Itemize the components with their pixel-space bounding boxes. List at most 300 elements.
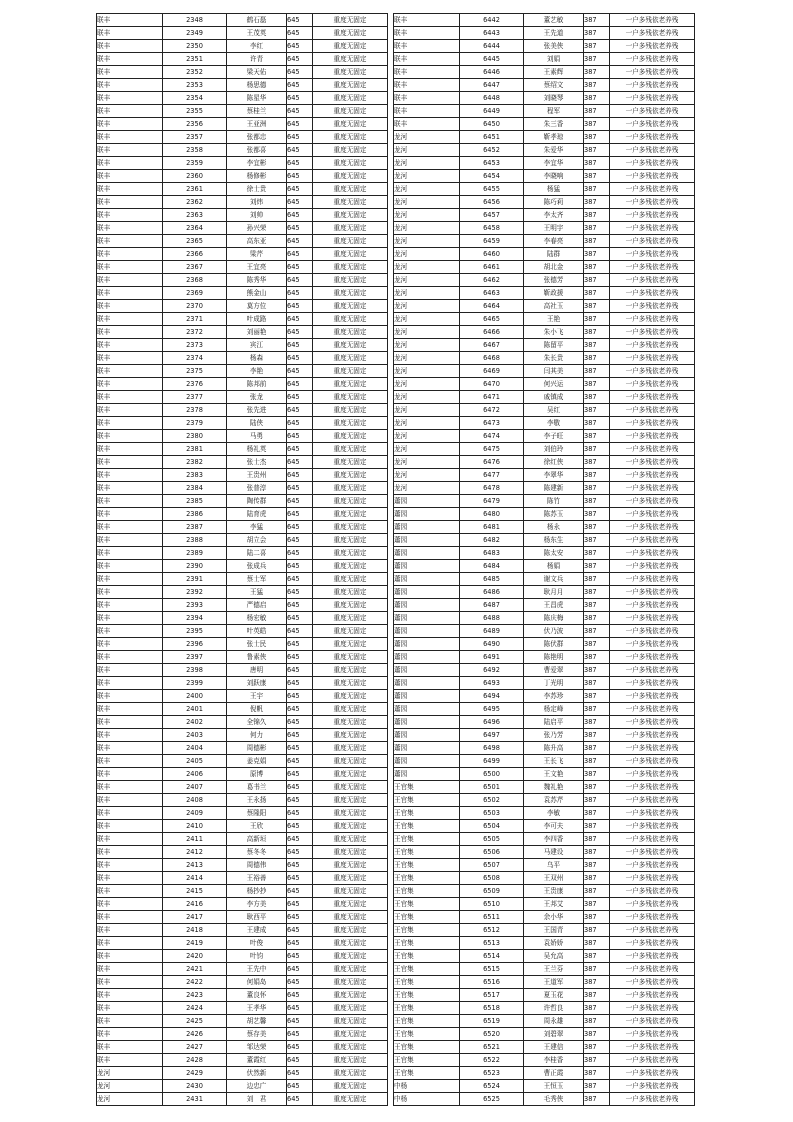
town-cell: 联丰 — [97, 274, 163, 287]
amount-cell: 387 — [584, 1067, 610, 1080]
amount-cell: 387 — [584, 1002, 610, 1015]
name-cell: 王兰芬 — [524, 963, 584, 976]
town-cell: 联丰 — [97, 521, 163, 534]
amount-cell: 387 — [584, 222, 610, 235]
town-cell: 联丰 — [97, 781, 163, 794]
serial-cell: 2425 — [163, 1015, 227, 1028]
amount-cell: 645 — [287, 859, 313, 872]
name-cell: 王孝华 — [227, 1002, 287, 1015]
town-cell: 龙河 — [394, 261, 460, 274]
town-cell: 联丰 — [97, 508, 163, 521]
table-row — [394, 235, 695, 248]
town-cell: 联丰 — [97, 92, 163, 105]
amount-cell: 387 — [584, 313, 610, 326]
amount-cell: 387 — [584, 625, 610, 638]
town-cell: 王官集 — [394, 1054, 460, 1067]
town-cell: 蕭园 — [394, 521, 460, 534]
town-cell: 联丰 — [97, 404, 163, 417]
serial-cell: 2404 — [163, 742, 227, 755]
amount-cell: 645 — [287, 638, 313, 651]
name-cell: 毛秀侠 — [524, 1093, 584, 1106]
name-cell: 胡北金 — [524, 261, 584, 274]
name-cell: 王双州 — [524, 872, 584, 885]
name-cell: 朱三香 — [524, 118, 584, 131]
town-cell: 联丰 — [97, 1054, 163, 1067]
serial-cell: 6505 — [460, 833, 524, 846]
category-cell: 一户多残依老养残 — [610, 690, 695, 703]
category-cell: 一户多残依老养残 — [610, 560, 695, 573]
amount-cell: 645 — [287, 456, 313, 469]
serial-cell: 6497 — [460, 729, 524, 742]
name-cell: 宾江 — [227, 339, 287, 352]
town-cell: 联丰 — [97, 859, 163, 872]
serial-cell: 6507 — [460, 859, 524, 872]
name-cell: 闫其美 — [524, 365, 584, 378]
town-cell: 龙河 — [394, 469, 460, 482]
category-cell: 一户多残依老养残 — [610, 1028, 695, 1041]
name-cell: 刘 君 — [227, 1093, 287, 1106]
serial-cell: 6479 — [460, 495, 524, 508]
table-row — [97, 664, 388, 677]
serial-cell: 6506 — [460, 846, 524, 859]
table-row — [97, 339, 388, 352]
town-cell: 联丰 — [97, 1041, 163, 1054]
roster-body-right — [394, 14, 695, 1106]
town-cell: 联丰 — [97, 716, 163, 729]
serial-cell: 2421 — [163, 963, 227, 976]
amount-cell: 387 — [584, 53, 610, 66]
serial-cell: 6485 — [460, 573, 524, 586]
table-row — [97, 170, 388, 183]
town-cell: 蕭园 — [394, 534, 460, 547]
category-cell: 一户多残依老养残 — [610, 157, 695, 170]
town-cell: 联丰 — [97, 417, 163, 430]
amount-cell: 387 — [584, 586, 610, 599]
town-cell: 蕭园 — [394, 508, 460, 521]
name-cell: 丁光明 — [524, 677, 584, 690]
town-cell: 联丰 — [97, 898, 163, 911]
town-cell: 联丰 — [394, 66, 460, 79]
category-cell: 重度无固定 — [313, 625, 388, 638]
table-row — [97, 131, 388, 144]
category-cell: 重度无固定 — [313, 651, 388, 664]
amount-cell: 645 — [287, 560, 313, 573]
serial-cell: 6454 — [460, 170, 524, 183]
town-cell: 蕭园 — [394, 664, 460, 677]
amount-cell: 645 — [287, 209, 313, 222]
table-row — [394, 508, 695, 521]
name-cell: 李四香 — [524, 833, 584, 846]
name-cell: 王茂英 — [227, 27, 287, 40]
name-cell: 葛书兰 — [227, 781, 287, 794]
table-row — [97, 456, 388, 469]
amount-cell: 645 — [287, 599, 313, 612]
table-row — [394, 391, 695, 404]
name-cell: 伏然新 — [227, 1067, 287, 1080]
name-cell: 高社玉 — [524, 300, 584, 313]
table-row — [394, 66, 695, 79]
category-cell: 重度无固定 — [313, 1015, 388, 1028]
name-cell: 胡立会 — [227, 534, 287, 547]
amount-cell: 645 — [287, 586, 313, 599]
town-cell: 联丰 — [97, 222, 163, 235]
table-row — [394, 352, 695, 365]
name-cell: 李敏 — [524, 807, 584, 820]
table-row — [97, 872, 388, 885]
amount-cell: 387 — [584, 378, 610, 391]
town-cell: 王官集 — [394, 885, 460, 898]
category-cell: 一户多残依老养残 — [610, 66, 695, 79]
category-cell: 重度无固定 — [313, 950, 388, 963]
serial-cell: 2427 — [163, 1041, 227, 1054]
category-cell: 重度无固定 — [313, 53, 388, 66]
name-cell: 吴允高 — [524, 950, 584, 963]
town-cell: 联丰 — [97, 40, 163, 53]
name-cell: 王建成 — [227, 924, 287, 937]
table-row — [97, 79, 388, 92]
town-cell: 联丰 — [97, 742, 163, 755]
serial-cell: 6504 — [460, 820, 524, 833]
table-row — [394, 976, 695, 989]
town-cell: 联丰 — [97, 547, 163, 560]
serial-cell: 2374 — [163, 352, 227, 365]
table-row — [97, 378, 388, 391]
amount-cell: 645 — [287, 950, 313, 963]
serial-cell: 6451 — [460, 131, 524, 144]
category-cell: 重度无固定 — [313, 911, 388, 924]
amount-cell: 645 — [287, 469, 313, 482]
table-row — [97, 781, 388, 794]
category-cell: 一户多残依老养残 — [610, 898, 695, 911]
name-cell: 袁苏芹 — [524, 794, 584, 807]
name-cell: 张美侠 — [524, 40, 584, 53]
serial-cell: 6520 — [460, 1028, 524, 1041]
town-cell: 蕭园 — [394, 651, 460, 664]
category-cell: 重度无固定 — [313, 937, 388, 950]
serial-cell: 6495 — [460, 703, 524, 716]
name-cell: 马建设 — [524, 846, 584, 859]
town-cell: 王官集 — [394, 807, 460, 820]
town-cell: 龙河 — [394, 378, 460, 391]
serial-cell: 6447 — [460, 79, 524, 92]
table-row — [97, 898, 388, 911]
table-row — [394, 144, 695, 157]
amount-cell: 387 — [584, 274, 610, 287]
table-row — [97, 365, 388, 378]
serial-cell: 6487 — [460, 599, 524, 612]
table-row — [394, 625, 695, 638]
name-cell: 杨抄抄 — [227, 885, 287, 898]
serial-cell: 6445 — [460, 53, 524, 66]
town-cell: 联丰 — [97, 443, 163, 456]
serial-cell: 6525 — [460, 1093, 524, 1106]
amount-cell: 645 — [287, 248, 313, 261]
category-cell: 重度无固定 — [313, 157, 388, 170]
serial-cell: 2417 — [163, 911, 227, 924]
town-cell: 蕭园 — [394, 547, 460, 560]
town-cell: 王官集 — [394, 1015, 460, 1028]
category-cell: 重度无固定 — [313, 1002, 388, 1015]
name-cell: 陆侠 — [227, 417, 287, 430]
name-cell: 杨宏敏 — [227, 612, 287, 625]
name-cell: 张士民 — [227, 638, 287, 651]
table-row — [394, 404, 695, 417]
table-row — [394, 820, 695, 833]
serial-cell: 2424 — [163, 1002, 227, 1015]
category-cell: 重度无固定 — [313, 79, 388, 92]
table-row — [97, 794, 388, 807]
serial-cell: 2359 — [163, 157, 227, 170]
category-cell: 重度无固定 — [313, 183, 388, 196]
category-cell: 重度无固定 — [313, 443, 388, 456]
table-row — [97, 625, 388, 638]
serial-cell: 2384 — [163, 482, 227, 495]
name-cell: 何力 — [227, 729, 287, 742]
table-row — [97, 768, 388, 781]
serial-cell: 2402 — [163, 716, 227, 729]
category-cell: 重度无固定 — [313, 430, 388, 443]
town-cell: 联丰 — [97, 677, 163, 690]
serial-cell: 6476 — [460, 456, 524, 469]
table-row — [394, 859, 695, 872]
name-cell: 王邦艾 — [524, 898, 584, 911]
category-cell: 重度无固定 — [313, 664, 388, 677]
amount-cell: 645 — [287, 92, 313, 105]
town-cell: 联丰 — [97, 287, 163, 300]
category-cell: 一户多残依老养残 — [610, 287, 695, 300]
name-cell: 李方美 — [227, 898, 287, 911]
category-cell: 一户多残依老养残 — [610, 742, 695, 755]
town-cell: 王官集 — [394, 963, 460, 976]
town-cell: 联丰 — [97, 326, 163, 339]
serial-cell: 6503 — [460, 807, 524, 820]
name-cell: 曹爱翠 — [524, 664, 584, 677]
town-cell: 联丰 — [97, 235, 163, 248]
category-cell: 一户多残依老养残 — [610, 703, 695, 716]
serial-cell: 6481 — [460, 521, 524, 534]
name-cell: 董良怀 — [227, 989, 287, 1002]
table-row — [394, 196, 695, 209]
town-cell: 联丰 — [97, 586, 163, 599]
category-cell: 重度无固定 — [313, 729, 388, 742]
serial-cell: 2430 — [163, 1080, 227, 1093]
town-cell: 蕭园 — [394, 690, 460, 703]
table-row — [394, 1093, 695, 1106]
category-cell: 重度无固定 — [313, 872, 388, 885]
name-cell: 唐明 — [227, 664, 287, 677]
amount-cell: 387 — [584, 92, 610, 105]
category-cell: 重度无固定 — [313, 989, 388, 1002]
amount-cell: 645 — [287, 547, 313, 560]
serial-cell: 6514 — [460, 950, 524, 963]
category-cell: 重度无固定 — [313, 534, 388, 547]
category-cell: 重度无固定 — [313, 27, 388, 40]
category-cell: 一户多残依老养残 — [610, 261, 695, 274]
table-row — [394, 560, 695, 573]
name-cell: 周永雄 — [524, 1015, 584, 1028]
name-cell: 陆育虎 — [227, 508, 287, 521]
serial-cell: 2383 — [163, 469, 227, 482]
name-cell: 蔡存美 — [227, 1028, 287, 1041]
name-cell: 陆群 — [524, 248, 584, 261]
serial-cell: 6460 — [460, 248, 524, 261]
amount-cell: 645 — [287, 911, 313, 924]
serial-cell: 6496 — [460, 716, 524, 729]
amount-cell: 645 — [287, 326, 313, 339]
name-cell: 王先道 — [524, 27, 584, 40]
name-cell: 陈升高 — [524, 742, 584, 755]
table-row — [394, 612, 695, 625]
serial-cell: 6462 — [460, 274, 524, 287]
category-cell: 重度无固定 — [313, 365, 388, 378]
amount-cell: 645 — [287, 1054, 313, 1067]
name-cell: 邹达荣 — [227, 1041, 287, 1054]
table-row — [97, 911, 388, 924]
town-cell: 龙河 — [394, 482, 460, 495]
name-cell: 徐士贵 — [227, 183, 287, 196]
name-cell: 梁芹 — [227, 248, 287, 261]
name-cell: 王猛 — [227, 586, 287, 599]
serial-cell: 6458 — [460, 222, 524, 235]
town-cell: 王官集 — [394, 898, 460, 911]
table-row — [394, 638, 695, 651]
town-cell: 联丰 — [97, 495, 163, 508]
town-cell: 联丰 — [97, 53, 163, 66]
serial-cell: 6470 — [460, 378, 524, 391]
category-cell: 一户多残依老养残 — [610, 1015, 695, 1028]
serial-cell: 2382 — [163, 456, 227, 469]
category-cell: 一户多残依老养残 — [610, 404, 695, 417]
amount-cell: 645 — [287, 183, 313, 196]
amount-cell: 645 — [287, 287, 313, 300]
name-cell: 边忠广 — [227, 1080, 287, 1093]
town-cell: 联丰 — [97, 963, 163, 976]
serial-cell: 6524 — [460, 1080, 524, 1093]
serial-cell: 2393 — [163, 599, 227, 612]
name-cell: 张士杰 — [227, 456, 287, 469]
name-cell: 马勇 — [227, 430, 287, 443]
table-row — [97, 508, 388, 521]
category-cell: 一户多残依老养残 — [610, 950, 695, 963]
amount-cell: 387 — [584, 1093, 610, 1106]
table-row — [97, 274, 388, 287]
serial-cell: 2356 — [163, 118, 227, 131]
table-row — [394, 573, 695, 586]
amount-cell: 387 — [584, 690, 610, 703]
table-row — [394, 729, 695, 742]
name-cell: 陈秀华 — [227, 274, 287, 287]
town-cell: 龙河 — [394, 144, 460, 157]
amount-cell: 387 — [584, 157, 610, 170]
serial-cell: 6489 — [460, 625, 524, 638]
category-cell: 一户多残依老养残 — [610, 625, 695, 638]
town-cell: 联丰 — [97, 638, 163, 651]
serial-cell: 6508 — [460, 872, 524, 885]
serial-cell: 2426 — [163, 1028, 227, 1041]
category-cell: 重度无固定 — [313, 768, 388, 781]
category-cell: 一户多残依老养残 — [610, 677, 695, 690]
town-cell: 王官集 — [394, 937, 460, 950]
table-row — [97, 118, 388, 131]
category-cell: 重度无固定 — [313, 1093, 388, 1106]
serial-cell: 6493 — [460, 677, 524, 690]
category-cell: 一户多残依老养残 — [610, 79, 695, 92]
table-row — [394, 963, 695, 976]
name-cell: 李子旺 — [524, 430, 584, 443]
amount-cell: 387 — [584, 950, 610, 963]
category-cell: 一户多残依老养残 — [610, 508, 695, 521]
serial-cell: 2399 — [163, 677, 227, 690]
serial-cell: 6521 — [460, 1041, 524, 1054]
amount-cell: 645 — [287, 729, 313, 742]
serial-cell: 2362 — [163, 196, 227, 209]
category-cell: 重度无固定 — [313, 781, 388, 794]
name-cell: 杨礼英 — [227, 443, 287, 456]
amount-cell: 645 — [287, 521, 313, 534]
amount-cell: 387 — [584, 846, 610, 859]
town-cell: 蕭园 — [394, 625, 460, 638]
name-cell: 王欣 — [227, 820, 287, 833]
name-cell: 叶钧 — [227, 950, 287, 963]
town-cell: 蕭园 — [394, 742, 460, 755]
amount-cell: 387 — [584, 1041, 610, 1054]
amount-cell: 387 — [584, 235, 610, 248]
category-cell: 重度无固定 — [313, 976, 388, 989]
category-cell: 重度无固定 — [313, 521, 388, 534]
table-row — [97, 755, 388, 768]
serial-cell: 2411 — [163, 833, 227, 846]
name-cell: 陈星华 — [227, 92, 287, 105]
serial-cell: 2371 — [163, 313, 227, 326]
serial-cell: 2351 — [163, 53, 227, 66]
serial-cell: 2415 — [163, 885, 227, 898]
amount-cell: 387 — [584, 1015, 610, 1028]
category-cell: 重度无固定 — [313, 196, 388, 209]
name-cell: 许青 — [227, 53, 287, 66]
name-cell: 余小华 — [524, 911, 584, 924]
amount-cell: 387 — [584, 508, 610, 521]
category-cell: 一户多残依老养残 — [610, 573, 695, 586]
table-row — [97, 690, 388, 703]
category-cell: 一户多残依老养残 — [610, 326, 695, 339]
category-cell: 一户多残依老养残 — [610, 53, 695, 66]
amount-cell: 387 — [584, 612, 610, 625]
name-cell: 王贵州 — [227, 469, 287, 482]
category-cell: 重度无固定 — [313, 339, 388, 352]
category-cell: 一户多残依老养残 — [610, 131, 695, 144]
amount-cell: 645 — [287, 495, 313, 508]
table-row — [97, 651, 388, 664]
table-row — [97, 937, 388, 950]
serial-cell: 2366 — [163, 248, 227, 261]
amount-cell: 387 — [584, 521, 610, 534]
town-cell: 联丰 — [97, 1015, 163, 1028]
town-cell: 联丰 — [97, 248, 163, 261]
amount-cell: 387 — [584, 872, 610, 885]
serial-cell: 6478 — [460, 482, 524, 495]
category-cell: 一户多残依老养残 — [610, 248, 695, 261]
category-cell: 重度无固定 — [313, 105, 388, 118]
town-cell: 联丰 — [394, 118, 460, 131]
name-cell: 李春亮 — [524, 235, 584, 248]
category-cell: 重度无固定 — [313, 924, 388, 937]
name-cell: 陆启平 — [524, 716, 584, 729]
category-cell: 重度无固定 — [313, 391, 388, 404]
category-cell: 一户多残依老养残 — [610, 794, 695, 807]
serial-cell: 2395 — [163, 625, 227, 638]
serial-cell: 2373 — [163, 339, 227, 352]
amount-cell: 387 — [584, 560, 610, 573]
